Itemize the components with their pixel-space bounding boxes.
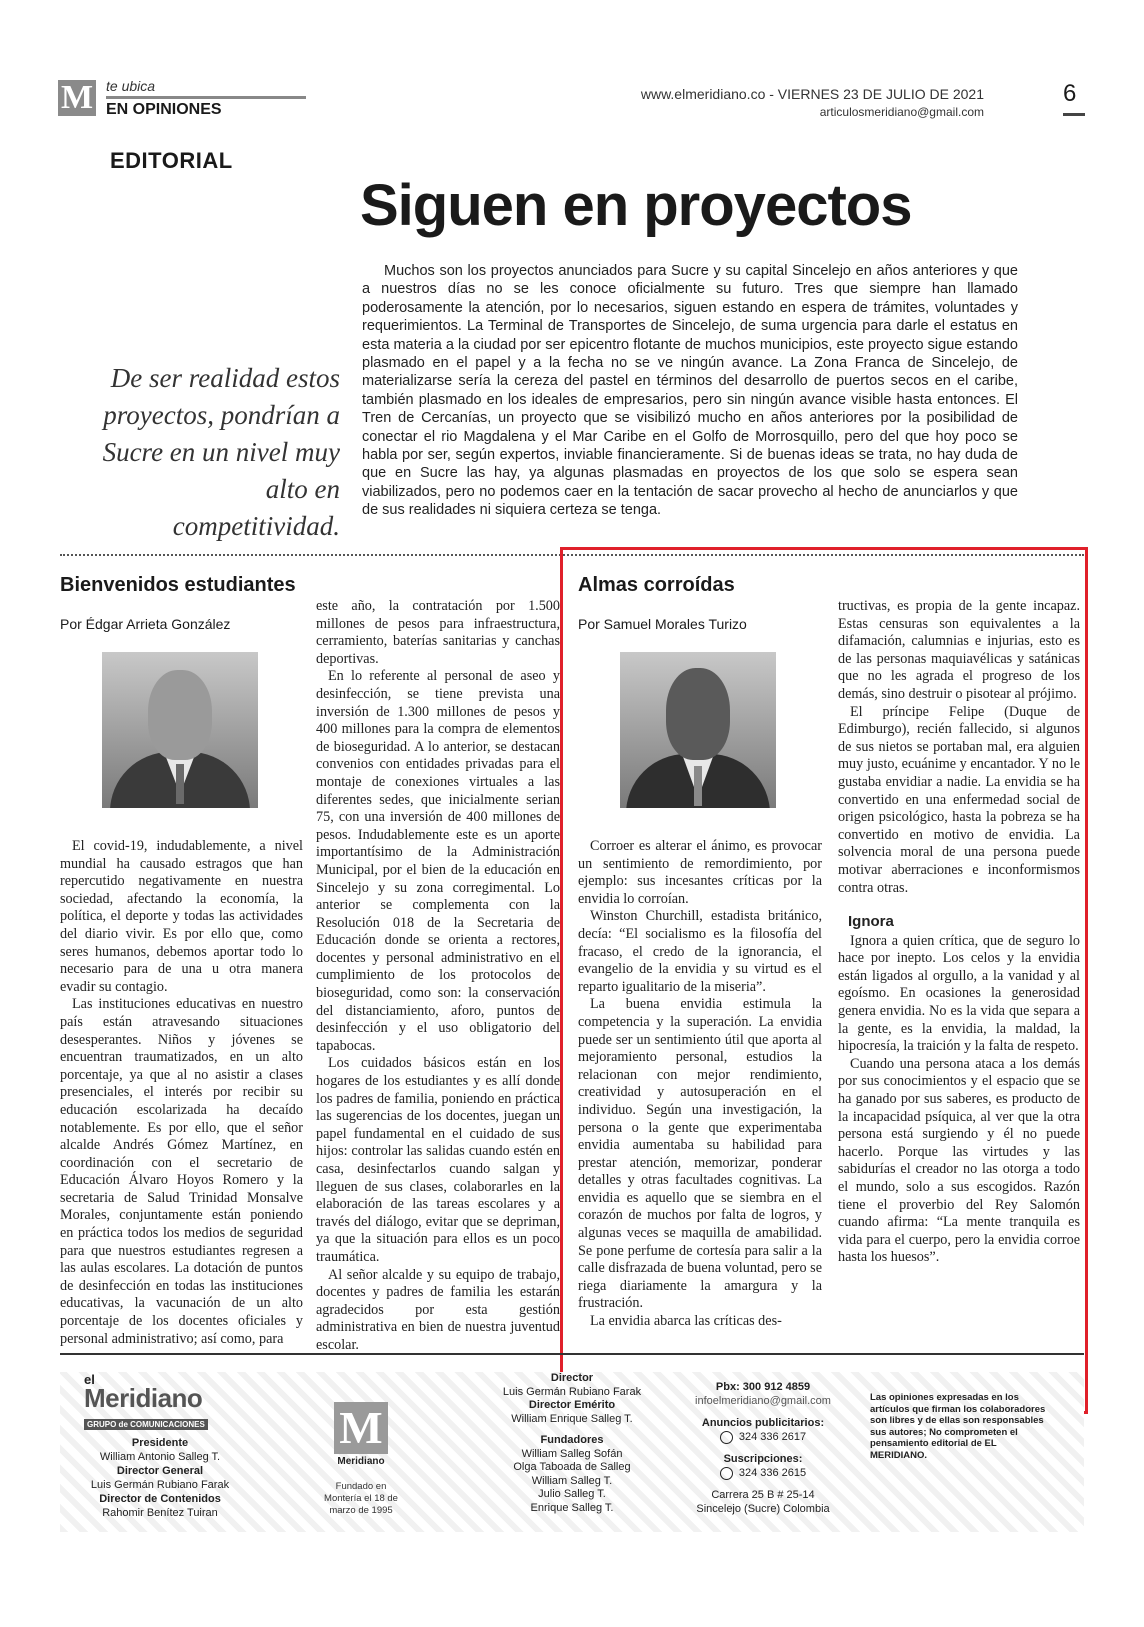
staff-role: Presidente bbox=[131, 1437, 189, 1449]
page-number-underline bbox=[1063, 113, 1085, 116]
footer-divider bbox=[60, 1353, 1084, 1355]
author-photo-left bbox=[102, 652, 258, 808]
article-subhead: Ignora bbox=[848, 913, 894, 931]
founders-title: Fundadores bbox=[540, 1434, 604, 1446]
staff-role: Director General bbox=[116, 1465, 204, 1477]
paragraph: Al señor alcalde y su equipo de trabajo, docentes y padres de familia les estarán agradecidos por esta gestión administrativa en bien de nuestra juventud escolar. bbox=[316, 1266, 560, 1353]
footer-brand bbox=[84, 1372, 208, 1432]
article-left-byline: Por Édgar Arrieta González bbox=[60, 616, 231, 632]
staff-role: Director de Contenidos bbox=[99, 1493, 221, 1505]
founder: William Salleg Sofán bbox=[521, 1447, 623, 1460]
staff-name: Luis Germán Rubiano Farak bbox=[90, 1479, 230, 1491]
subs-phone[interactable]: 324 336 2615 bbox=[738, 1467, 807, 1479]
footer-staff bbox=[70, 1436, 250, 1520]
article-right-byline: Por Samuel Morales Turizo bbox=[578, 616, 747, 632]
founded-note: Fundado en Montería el 18 de marzo de 1995 bbox=[324, 1481, 398, 1516]
brand-article: el bbox=[84, 1372, 95, 1387]
paragraph: El príncipe Felipe (Duque de Edimburgo), recién fallecido, si algunos de sus nietos se portaban mal, era alguien muy justo, ecuánime y encantador. Y no le gustaba envidiar a nadie. La envidia se ha convertido en una enfermedad social de origen psicológico, hasta la pobreza se ha convertido en motivo de envidia. La solvencia moral de una persona puede motivar aberraciones e inconformismos contra otras. bbox=[838, 703, 1080, 896]
paragraph: tructivas, es propia de la gente incapaz. Estas censuras son equivalentes a la difamación, calumnias e injurias, esto es de las personas maquiavélicas y satánicas que no les agrada el progreso de los demás, sino destruir o pisotear al prójimo. bbox=[838, 598, 1080, 702]
paragraph: Ignora a quien crítica, que de seguro lo hace por inepto. Los celos y la envidia están ligados al orgullo, a la vanidad y al egoísmo. En ocasiones la generosidad genera envidia. No es la vida que separa a la gente, es la envidia, la maldad, la hipocresía, la traición y la falta de respeto. bbox=[838, 932, 1080, 1055]
article-left-title: Bienvenidos estudiantes bbox=[60, 574, 296, 596]
address: Carrera 25 B # 25-14 bbox=[711, 1489, 815, 1501]
staff-name: Rahomir Benítez Tuiran bbox=[102, 1507, 218, 1519]
logo-icon: M bbox=[58, 80, 96, 116]
paragraph: El covid-19, indudablemente, a nivel mundial ha causado estragos que han repercutido negativamente en nuestra sociedad, afectando la economía, la política, el deporte y todas las actividades del diario vivir. Es por ello que, como seres humanos, debemos aportar todo lo necesario para de una u otra manera evadir su contagio. bbox=[60, 838, 303, 995]
article-left-col1 bbox=[60, 838, 303, 1348]
editorial-body: Muchos son los proyectos anunciados para Sucre y su capital Sincelejo en años anteriores y que a nuestros días no se les conoce oficialmente su futuro. Tres que siempre han llamado poderosamente la atención, por lo necesarios, siguen estando en espera de trámites, voluntades y requerimientos. La Terminal de Transportes de Sincelejo, de suma urgencia para darle el estatus en esta materia a la ciudad por ser epicentro flotante de muchos municipios, este proyecto sigue estando plasmado en el papel y a la fecha no se ve ningún avance. La Zona Franca de Sincelejo, de materializarse sería la cereza del pastel en términos del desarrollo de puertos secos en el caribe, también plasmado en los ideales de empresarios, pero sin ningún avance visible hasta entonces. El Tren de Cercanías, un proyecto que se visibilizó mucho en años anteriores por la posibilidad de conectar el rio Magdalena y el Mar Caribe en el Golfo de Morrosquillo, pero del que hoy poco se habla por ser, según expertos, inviable financieramente. Si de buenas ideas se trata, no hay duda de que en Sucre las hay, ya algunas plasmadas en proyectos de los que solo se espera sean viabilizados, pero no podemos caer en la tentación de sacar provecho al hecho de anunciarlos y que de sus realidades ni siquiera certeza se tenga. bbox=[362, 263, 1018, 519]
contact-email[interactable]: articulosmeridiano@gmail.com bbox=[819, 105, 984, 119]
ads-title: Anuncios publicitarios: bbox=[701, 1417, 825, 1429]
paragraph: Las instituciones educativas en nuestro país están atravesando situaciones desesperantes. Niños y jóvenes se encuentran traumatizados, en un alto porcentaje, ya que al no asistir a clases presenciales, el interés por recibir su educación escolarizada ha decaído notablemente. Es por ello, que el señor alcalde Andrés Gómez Martínez, en coordinación con el secretario de Educación Álvaro Hoyos Romero y la secretaria de Salud Trinidad Monsalve Morales, conjuntamente están poniendo en práctica todos los medios de seguridad para que nuestros estudiantes regresen a las aulas escolares. La dotación de puntos de desinfección en todas las instituciones educativas, la vacunación de un alto porcentaje de los docentes oficiales y personal administrativo; así como, para bbox=[60, 996, 303, 1347]
whatsapp-icon bbox=[720, 1431, 733, 1444]
paragraph: este año, la contratación por 1.500 millones de pesos para infraestructura, cerramiento, baterías sanitarias y canchas deportivas. bbox=[316, 598, 560, 667]
footer-disclaimer: Las opiniones expresadas en los artículos que firman los colaboradores son libres y de ellas son responsables sus autores; No comprometen el pensamiento editorial de EL MERIDIANO. bbox=[870, 1392, 1046, 1461]
director-title: Director bbox=[550, 1372, 594, 1384]
brand-name: Meridiano bbox=[84, 1383, 203, 1413]
editorial-pullquote: De ser realidad estos proyectos, pondrían a Sucre en un nivel muy alto en competitividad. bbox=[102, 363, 340, 541]
article-right-title: Almas corroídas bbox=[578, 574, 735, 596]
ads-phone[interactable]: 324 336 2617 bbox=[738, 1431, 807, 1443]
paragraph: Winston Churchill, estadista británico, decía: “El socialismo es la filosofía del fracaso, el credo de la ignorancia, el evangelio de la envidia y su virtud es el reparto igualitario de la miseria”. bbox=[578, 908, 822, 995]
header-divider bbox=[106, 96, 306, 99]
editorial-headline: Siguen en proyectos bbox=[360, 173, 912, 238]
emeritus-name: William Enrique Salleg T. bbox=[511, 1412, 633, 1425]
pbx[interactable]: Pbx: 300 912 4859 bbox=[715, 1381, 811, 1393]
article-right-col1 bbox=[578, 838, 822, 1331]
article-right-col2 bbox=[838, 598, 1080, 1267]
page-number: 6 bbox=[1063, 80, 1077, 107]
footer-directors bbox=[472, 1372, 672, 1515]
brand-group: GRUPO de COMUNICACIONES bbox=[84, 1419, 208, 1430]
city: Sincelejo (Sucre) Colombia bbox=[696, 1503, 830, 1515]
founder: William Salleg T. bbox=[531, 1474, 613, 1487]
whatsapp-icon bbox=[720, 1467, 733, 1480]
paragraph: En lo referente al personal de aseo y desinfección, se tiene prevista una inversión de 1.300 millones de pesos y 400 millones para la compra de elementos de bioseguridad. A lo anterior, se destacan convenios con entidades privadas para el montaje de conexiones virtuales a las diferentes sedes, que inicialmente serian 75, con una inversión de 400 millones de pesos. Indudablemente este es un aporte importantísimo de la Administración Municipal, por el bien de la educación en Sincelejo y su zona corregimental. Lo anterior se complementa con la Resolución 018 de la Secretaria de Educación donde se orienta a rectores, docentes y personal administrativo en el cumplimiento de los protocolos de bioseguridad, como son: la conservación del distanciamiento, aforo, puntos de desinfección y el uso obligatorio del tapabocas. bbox=[316, 668, 560, 1054]
founder: Olga Taboada de Salleg bbox=[513, 1461, 631, 1473]
emeritus-title: Director Emérito bbox=[528, 1399, 616, 1411]
tagline: te ubica bbox=[106, 78, 156, 94]
paragraph: La envidia abarca las críticas des- bbox=[590, 1313, 782, 1330]
paragraph: La buena envidia estimula la competencia y la superación. La envidia puede ser un sentimiento útil que aporta al mejoramiento personal, estudios la relacionan con mejor rendimiento, creatividad y autosuperación en el individuo. Según una investigación, la persona o la gente que experimentaba envidia aumentaba su habilidad para prestar atención, memorizar, ponderar detalles y otras facultades cognitivas. La envidia es aquello que se siembra en el corazón de muchos por falta de logros, y algunas veces se maquilla de amabilidad. Se pone perfume de cortesía para salir a la calle disfrazada de buena voluntad, pero se riega diariamente la amargura y la frustración. bbox=[578, 996, 822, 1312]
header-info bbox=[641, 86, 984, 119]
paragraph: Los cuidados básicos están en los hogares de los estudiantes y es allí donde los padres de familia, poniendo en práctica las sugerencias de los docentes, juegan un papel fundamental en el cuidado de sus hijos: controlar las salidas cuando estén en casa, desinfectarlos cuando salgan y lleguen de sus clases, colaborarles en la elaboración de las tareas escolares y a través del diálogo, evitar que se depriman, ya que la situación para ellos es un poco traumática. bbox=[316, 1055, 560, 1265]
section-title: EN OPINIONES bbox=[106, 101, 222, 118]
founder: Enrique Salleg T. bbox=[530, 1501, 614, 1514]
author-photo-right bbox=[620, 652, 776, 808]
website-date[interactable]: www.elmeridiano.co - VIERNES 23 DE JULIO DE 2021 bbox=[640, 86, 984, 102]
meridiano-logo-icon: M bbox=[334, 1402, 388, 1454]
paragraph: Corroer es alterar el ánimo, es provocar un sentimiento de remordimiento, por ejemplo: sus incesantes críticas por la envidia lo corroían. bbox=[578, 838, 822, 907]
editorial-kicker: EDITORIAL bbox=[110, 148, 233, 173]
footer-contact bbox=[668, 1380, 858, 1516]
footer bbox=[60, 1372, 1084, 1532]
founder: Julio Salleg T. bbox=[538, 1488, 606, 1500]
mark-name: Meridiano bbox=[337, 1456, 385, 1467]
staff-name: William Antonio Salleg T. bbox=[99, 1451, 221, 1463]
footer-mark bbox=[316, 1402, 406, 1517]
subs-title: Suscripciones: bbox=[723, 1453, 803, 1465]
article-left-col2 bbox=[316, 598, 560, 1355]
footer-email[interactable]: infoelmeridiano@gmail.com bbox=[695, 1395, 831, 1407]
paragraph: Cuando una persona ataca a los demás por sus conocimientos y el espacio que se ha ganado por sus saberes, es producto de la incapacidad psíquica, al ver que la otra persona está surgiendo y él no puede hacerlo. Porque las virtudes y las sabidurías el creador no las otorga a todo el mundo, solo a sus escogidos. Razón tiene el proverbio del Rey Salomón cuando afirma: “La mente tranquila es vida para el cuerpo, pero la envidia corroe hasta los huesos”. bbox=[838, 1055, 1080, 1266]
director-name: Luis Germán Rubiano Farak bbox=[502, 1385, 642, 1398]
